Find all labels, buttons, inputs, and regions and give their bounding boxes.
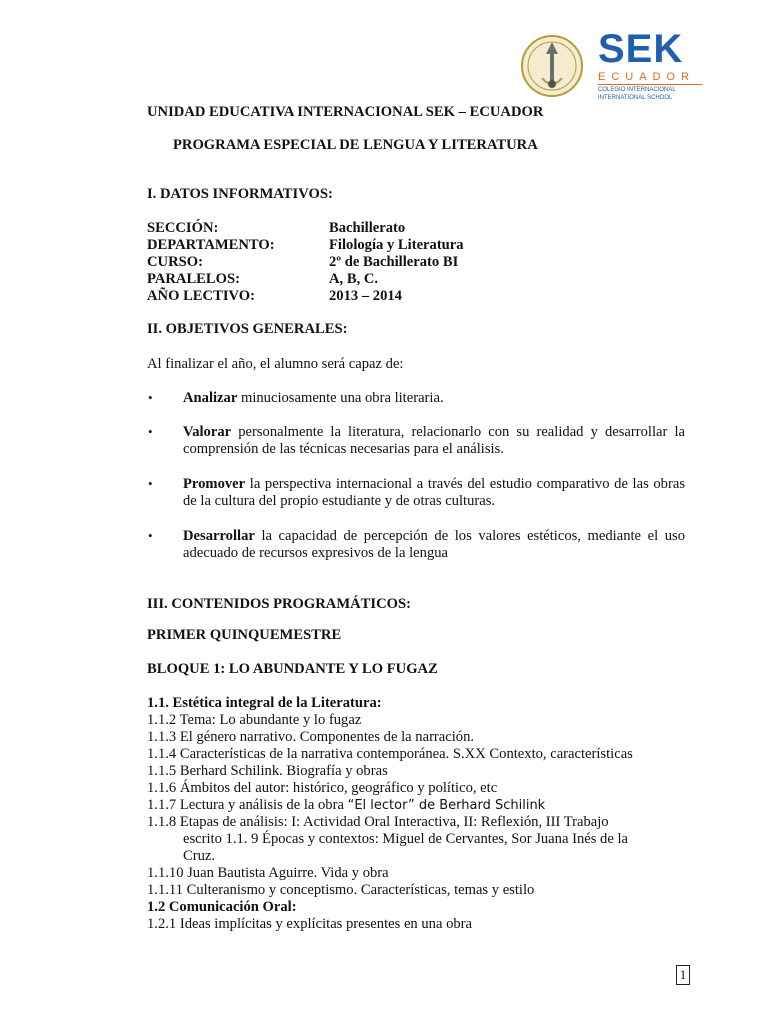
objective-verb: Analizar xyxy=(183,390,238,406)
content-line-text: 1.1.7 Lectura y análisis de la obra xyxy=(147,797,348,813)
program-title: PROGRAMA ESPECIAL DE LENGUA Y LITERATURA xyxy=(173,137,538,153)
info-value-departamento: Filología y Literatura xyxy=(329,237,464,253)
objective-verb: Desarrollar xyxy=(183,528,255,544)
objective-verb: Valorar xyxy=(183,424,232,440)
objective-item xyxy=(183,528,685,562)
sek-logo-sub1: COLEGIO INTERNACIONAL xyxy=(598,84,702,94)
section-heading-contenidos: III. CONTENIDOS PROGRAMÁTICOS: xyxy=(147,596,411,612)
content-line: escrito 1.1. 9 Épocas y contextos: Miguel de Cervantes, Sor Juana Inés de la xyxy=(183,831,628,847)
objective-text: la perspectiva internacional a través del estudio comparativo de las obras de la cultura del propio estudiante y de otras culturas. xyxy=(183,476,685,509)
block-heading: BLOQUE 1: LO ABUNDANTE Y LO FUGAZ xyxy=(147,661,438,677)
info-value-paralelos: A, B, C. xyxy=(329,271,379,287)
info-value-seccion: Bachillerato xyxy=(329,220,406,236)
content-line: 1.2.1 Ideas implícitas y explícitas presentes en una obra xyxy=(147,916,473,932)
section-heading-objetivos: II. OBJETIVOS GENERALES: xyxy=(147,321,348,337)
sek-logo-text: SEK xyxy=(598,27,684,71)
objective-item xyxy=(183,424,685,458)
content-line xyxy=(147,797,545,814)
content-line: 1.1.4 Características de la narrativa contemporánea. S.XX Contexto, características xyxy=(147,746,633,762)
sek-logo-sub2: INTERNATIONAL SCHOOL xyxy=(598,95,673,101)
objective-item xyxy=(183,390,685,407)
institution-title: UNIDAD EDUCATIVA INTERNACIONAL SEK – ECUADOR xyxy=(147,104,544,120)
info-label-paralelos: PARALELOS: xyxy=(147,271,240,287)
content-line: 1.1.10 Juan Bautista Aguirre. Vida y obra xyxy=(147,865,389,881)
content-line: 1.1.8 Etapas de análisis: I: Actividad Oral Interactiva, II: Reflexión, III Trabajo xyxy=(147,814,609,830)
objectives-intro: Al finalizar el año, el alumno será capaz de: xyxy=(147,356,404,372)
info-label-departamento: DEPARTAMENTO: xyxy=(147,237,275,253)
objective-text: minuciosamente una obra literaria. xyxy=(237,390,444,406)
bullet-marker: • xyxy=(148,390,153,405)
subsection-heading: 1.1. Estética integral de la Literatura: xyxy=(147,695,382,711)
sek-logo-country: ECUADOR xyxy=(598,71,696,83)
info-label-seccion: SECCIÓN: xyxy=(147,220,219,236)
subsection-heading: 1.2 Comunicación Oral: xyxy=(147,899,297,915)
content-line: Cruz. xyxy=(183,848,216,864)
content-line: 1.1.2 Tema: Lo abundante y lo fugaz xyxy=(147,712,362,728)
school-crest-logo xyxy=(520,32,584,100)
content-line: 1.1.5 Berhard Schilink. Biografía y obras xyxy=(147,763,388,779)
objective-text: personalmente la literatura, relacionarlo con su realidad y desarrollar la comprensión de las técnicas necesarias para el análisis. xyxy=(183,424,685,457)
page-number: 1 xyxy=(676,965,690,985)
content-line: 1.1.11 Culteranismo y conceptismo. Características, temas y estilo xyxy=(147,882,535,898)
section-heading-datos: I. DATOS INFORMATIVOS: xyxy=(147,186,333,202)
bullet-marker: • xyxy=(148,528,153,543)
info-label-curso: CURSO: xyxy=(147,254,203,270)
book-title: “El lector” de Berhard Schilink xyxy=(347,798,546,813)
objective-item xyxy=(183,476,685,510)
objective-verb: Promover xyxy=(183,476,246,492)
sek-logo xyxy=(598,27,708,101)
term-heading: PRIMER QUINQUEMESTRE xyxy=(147,627,342,643)
info-label-ano-lectivo: AÑO LECTIVO: xyxy=(147,288,255,304)
info-value-ano-lectivo: 2013 – 2014 xyxy=(329,288,402,304)
bullet-marker: • xyxy=(148,476,153,491)
bullet-marker: • xyxy=(148,424,153,439)
content-line: 1.1.6 Ámbitos del autor: histórico, geográfico y político, etc xyxy=(147,780,498,796)
objective-text: la capacidad de percepción de los valores estéticos, mediante el uso adecuado de recursos expresivos de la lengua xyxy=(183,528,685,561)
info-value-curso: 2º de Bachillerato BI xyxy=(329,254,459,270)
content-line: 1.1.3 El género narrativo. Componentes de la narración. xyxy=(147,729,475,745)
